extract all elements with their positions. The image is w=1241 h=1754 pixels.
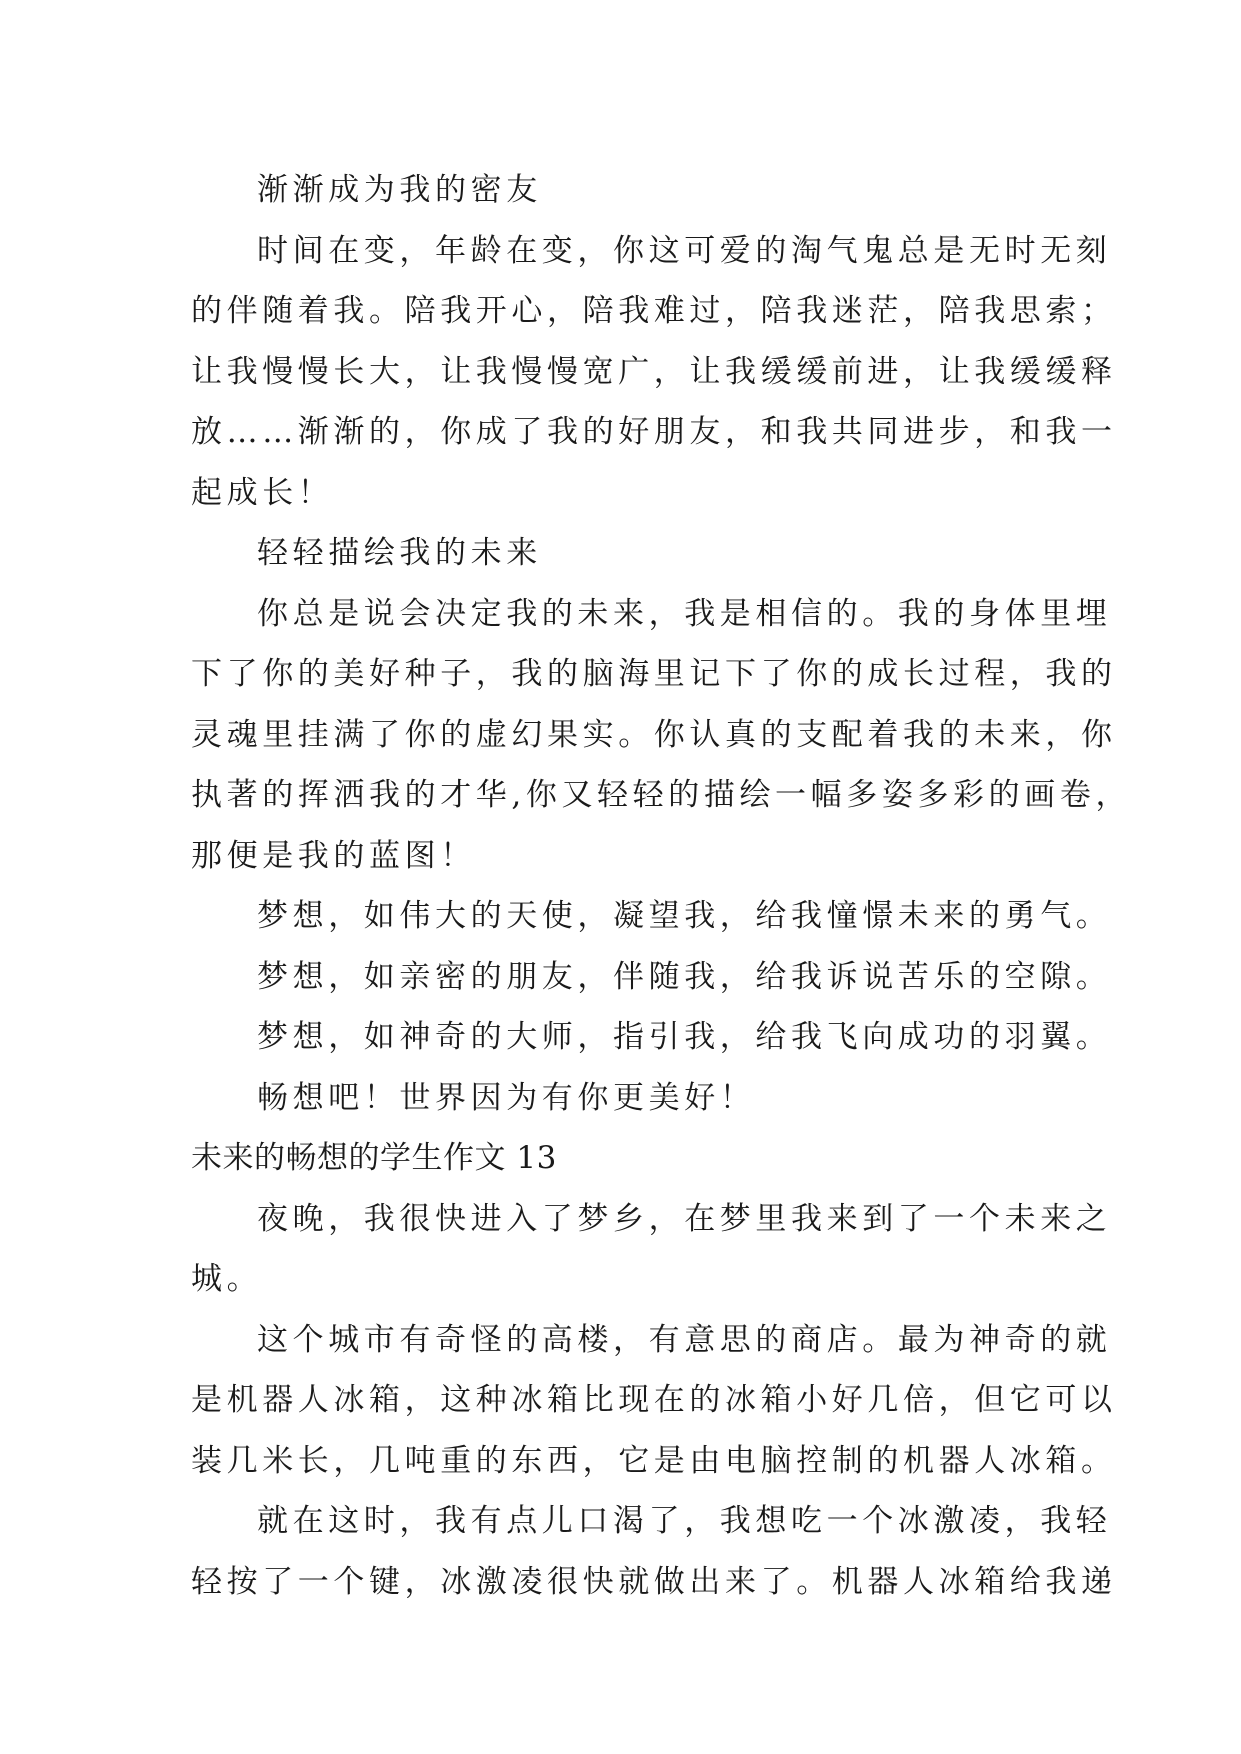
text-line: 梦想，如亲密的朋友，伴随我，给我诉说苦乐的空隙。 — [257, 958, 1112, 995]
text-line: 执著的挥洒我的才华,你又轻轻的描绘一幅多姿多彩的画卷， — [191, 777, 1132, 813]
text-line: 就在这时，我有点儿口渴了，我想吃一个冰激凌，我轻 — [257, 1503, 1112, 1539]
text-line: 轻轻描绘我的未来 — [257, 535, 542, 571]
text-line: 梦想，如伟大的天使，凝望我，给我憧憬未来的勇气。 — [257, 898, 1112, 934]
text-line: 是机器人冰箱，这种冰箱比现在的冰箱小好几倍，但它可以 — [191, 1382, 1117, 1418]
text-line: 下了你的美好种子，我的脑海里记下了你的成长过程，我的 — [191, 656, 1117, 692]
text-line: 灵魂里挂满了你的虚幻果实。你认真的支配着我的未来，你 — [191, 716, 1117, 753]
text-line: 渐渐成为我的密友 — [257, 172, 542, 208]
section-heading: 未来的畅想的学生作文 13 — [191, 1140, 557, 1176]
text-line: 装几米长，几吨重的东西，它是由电脑控制的机器人冰箱。 — [191, 1442, 1117, 1479]
text-line: 让我慢慢长大，让我慢慢宽广，让我缓缓前进，让我缓缓释 — [191, 353, 1117, 390]
text-line: 起成长！ — [191, 474, 334, 511]
text-line: 城。 — [191, 1261, 263, 1297]
text-line: 夜晚，我很快进入了梦乡，在梦里我来到了一个未来之 — [257, 1200, 1112, 1237]
text-line: 的伴随着我。陪我开心，陪我难过，陪我迷茫，陪我思索； — [191, 293, 1117, 329]
text-line: 梦想，如神奇的大师，指引我，给我飞向成功的羽翼。 — [257, 1019, 1112, 1055]
text-line: 轻按了一个键，冰激凌很快就做出来了。机器人冰箱给我递 — [191, 1563, 1117, 1600]
text-line: 你总是说会决定我的未来，我是相信的。我的身体里埋 — [257, 595, 1112, 632]
text-line: 放……渐渐的，你成了我的好朋友，和我共同进步，和我一 — [191, 414, 1117, 450]
text-line: 时间在变，年龄在变，你这可爱的淘气鬼总是无时无刻 — [257, 232, 1112, 269]
text-line: 这个城市有奇怪的高楼，有意思的商店。最为神奇的就 — [257, 1321, 1112, 1358]
text-line: 畅想吧！世界因为有你更美好！ — [257, 1079, 756, 1116]
document-body — [191, 160, 1132, 1612]
text-line: 那便是我的蓝图！ — [191, 837, 476, 874]
